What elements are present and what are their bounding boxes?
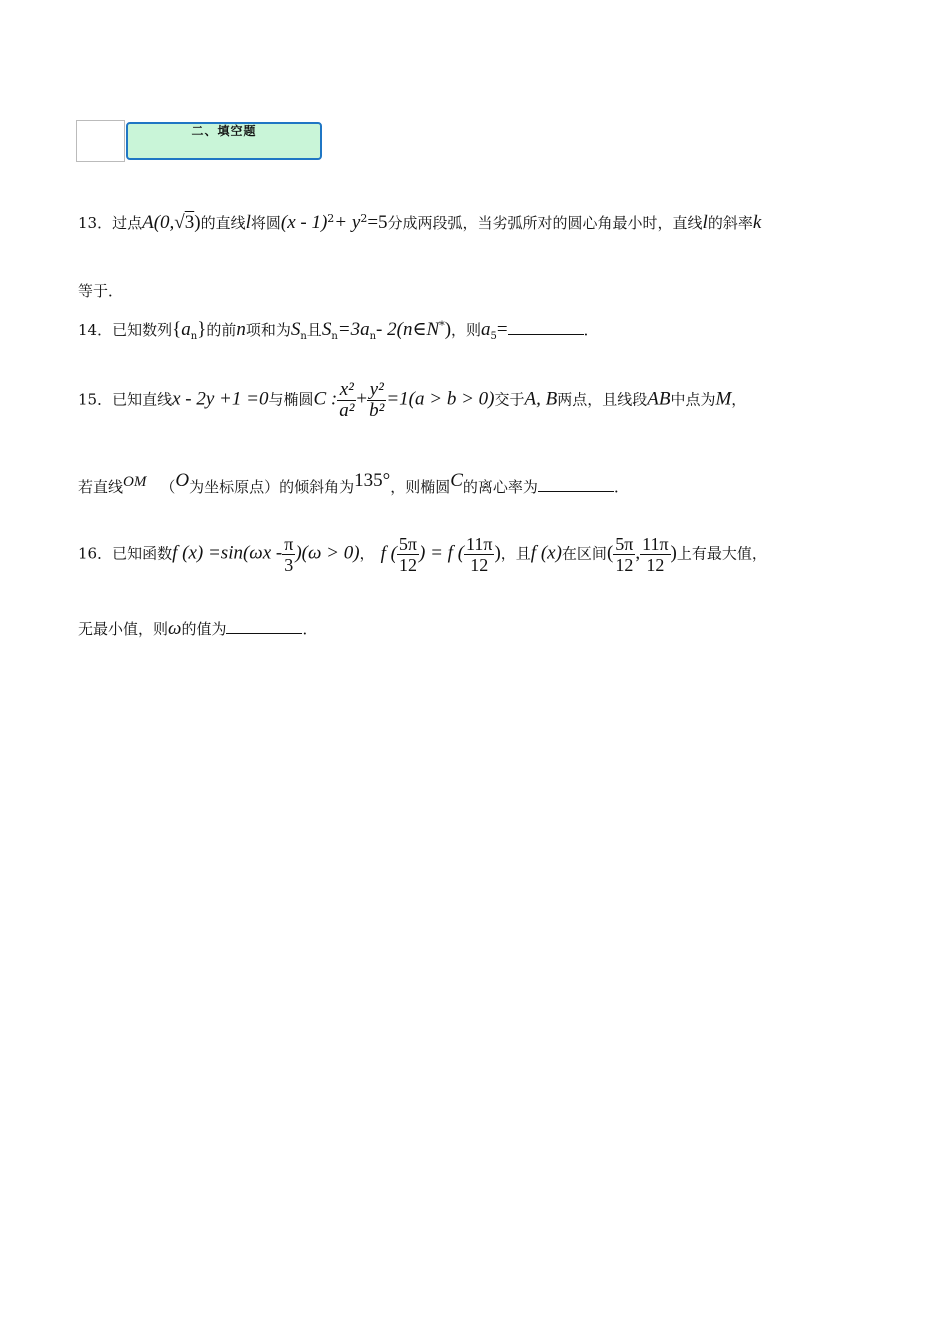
math-point: A(0, bbox=[142, 212, 175, 233]
question-16 bbox=[78, 534, 767, 575]
sqrt-value: 3 bbox=[184, 212, 195, 233]
brace-open: { bbox=[172, 319, 182, 340]
answer-blank[interactable] bbox=[538, 479, 614, 492]
fraction bbox=[397, 534, 419, 575]
text: 已知直线 bbox=[112, 390, 173, 409]
text: ， bbox=[731, 390, 747, 409]
text: ，且 bbox=[500, 544, 531, 563]
text: ． bbox=[613, 478, 629, 496]
math-OM: OM bbox=[123, 474, 147, 490]
math-close: ) bbox=[444, 319, 452, 340]
text: ，则 bbox=[451, 321, 482, 339]
text: ． bbox=[302, 620, 318, 638]
fraction bbox=[613, 534, 635, 575]
text: 的值为 bbox=[181, 620, 227, 638]
text: 为坐标原点）的倾斜角为 bbox=[189, 478, 355, 496]
text: 交于 bbox=[494, 390, 525, 409]
frac-num: 5π bbox=[398, 534, 418, 554]
math-AB: AB bbox=[647, 388, 671, 410]
math-points: A, B bbox=[524, 388, 558, 410]
text: 上有最大值， bbox=[676, 544, 767, 563]
sub: n bbox=[331, 331, 338, 342]
math-open: ( bbox=[606, 542, 614, 564]
frac-den: 3 bbox=[284, 555, 294, 575]
math-eq: - 2(n∈N bbox=[376, 319, 440, 340]
frac-den: a² bbox=[339, 400, 355, 421]
math-C: C : bbox=[313, 388, 338, 410]
question-number: 16． bbox=[78, 544, 113, 563]
math-l: l bbox=[245, 212, 251, 233]
frac-den: 12 bbox=[398, 555, 417, 575]
text: 且 bbox=[306, 321, 322, 339]
math-plus: + bbox=[356, 388, 368, 410]
frac-den: 12 bbox=[615, 555, 634, 575]
math-l: l bbox=[702, 212, 708, 233]
text: 与椭圆 bbox=[268, 390, 314, 409]
frac-num: 11π bbox=[642, 534, 669, 554]
section-title: 二、填空题 bbox=[191, 124, 257, 138]
text: 已知数列 bbox=[112, 321, 173, 339]
math-line: x - 2y +1 =0 bbox=[172, 388, 269, 410]
answer-blank[interactable] bbox=[226, 621, 302, 634]
text: 的离心率为 bbox=[462, 478, 538, 496]
math-f: ) = f ( bbox=[419, 542, 465, 564]
question-number: 14． bbox=[78, 321, 113, 339]
frac-num: x² bbox=[337, 380, 356, 401]
math-seq: a bbox=[181, 319, 191, 340]
math-S: S bbox=[321, 319, 332, 340]
math-f: )(ω > 0) bbox=[295, 542, 360, 564]
exp: * bbox=[439, 319, 445, 332]
question-number: 15． bbox=[78, 390, 113, 409]
text: 项和为 bbox=[245, 321, 291, 339]
fraction bbox=[282, 534, 295, 575]
text: 的直线 bbox=[200, 214, 246, 232]
question-14 bbox=[78, 318, 599, 342]
text: ． bbox=[583, 321, 599, 339]
question-15 bbox=[78, 380, 746, 421]
math-f: f (x) bbox=[530, 542, 562, 564]
text: ，则椭圆 bbox=[390, 478, 451, 496]
frac-num: 5π bbox=[615, 534, 634, 554]
question-16-cont bbox=[78, 618, 317, 640]
section-number-box bbox=[76, 120, 125, 162]
math-O: O bbox=[175, 470, 190, 491]
sub: n bbox=[190, 331, 198, 342]
math-S: S bbox=[290, 319, 301, 340]
math-close: ) bbox=[494, 542, 501, 564]
text: （ bbox=[160, 478, 176, 496]
sub: n bbox=[300, 331, 307, 342]
text: 若直线 bbox=[78, 478, 124, 496]
sqrt-symbol: √ bbox=[174, 212, 185, 233]
frac-num: y² bbox=[367, 380, 386, 401]
fraction bbox=[367, 380, 386, 421]
frac-num: π bbox=[284, 534, 294, 554]
frac-den: 12 bbox=[646, 555, 665, 575]
question-number: 13． bbox=[78, 214, 113, 232]
math-M: M bbox=[715, 388, 732, 410]
math-omega: ω bbox=[168, 618, 182, 639]
brace-close: } bbox=[197, 319, 207, 340]
exp: 2 bbox=[327, 212, 335, 225]
math-eq: =1(a > b > 0) bbox=[386, 388, 495, 410]
sub: 5 bbox=[490, 331, 497, 342]
fraction bbox=[464, 534, 494, 575]
math-n: n bbox=[236, 319, 246, 340]
frac-den: b² bbox=[369, 400, 385, 421]
math-close: ) bbox=[194, 212, 201, 233]
math-circle-eq: =5 bbox=[367, 212, 388, 233]
text: ， bbox=[359, 544, 375, 563]
sub: n bbox=[369, 331, 377, 342]
text: 将圆 bbox=[250, 214, 281, 232]
text: 在区间 bbox=[561, 544, 607, 563]
math-eq: =3a bbox=[337, 319, 370, 340]
question-15-cont bbox=[78, 470, 629, 497]
math-angle: 135° bbox=[354, 470, 391, 491]
fraction bbox=[337, 380, 356, 421]
math-f: f (x) =sin(ωx - bbox=[172, 542, 283, 564]
fraction bbox=[640, 534, 670, 575]
text: 分成两段弧，当劣弧所对的圆心角最小时，直线 bbox=[387, 214, 703, 232]
math-circle: (x - 1) bbox=[280, 212, 328, 233]
question-13 bbox=[78, 212, 761, 234]
text: 等于． bbox=[78, 282, 124, 300]
math-a5: a bbox=[481, 319, 491, 340]
math-C: C bbox=[450, 470, 463, 491]
text: 无最小值，则 bbox=[78, 620, 169, 638]
text: 两点，且线段 bbox=[557, 390, 648, 409]
frac-den: 12 bbox=[470, 555, 489, 575]
text: 的前 bbox=[206, 321, 237, 339]
math-circle-plus: + y bbox=[334, 212, 361, 233]
frac-num: 11π bbox=[466, 534, 493, 554]
math-eq: = bbox=[496, 319, 508, 340]
text: 中点为 bbox=[670, 390, 716, 409]
section-title-tab bbox=[126, 122, 322, 160]
math-close: ) bbox=[670, 542, 677, 564]
math-comma: , bbox=[635, 542, 641, 564]
math-k: k bbox=[752, 212, 762, 233]
text: 的斜率 bbox=[707, 214, 753, 232]
answer-blank[interactable] bbox=[508, 322, 584, 335]
text: 已知函数 bbox=[112, 544, 173, 563]
math-f: f ( bbox=[380, 542, 397, 564]
question-13-cont bbox=[78, 280, 123, 301]
exp: 2 bbox=[360, 212, 368, 225]
text: 过点 bbox=[112, 214, 143, 232]
